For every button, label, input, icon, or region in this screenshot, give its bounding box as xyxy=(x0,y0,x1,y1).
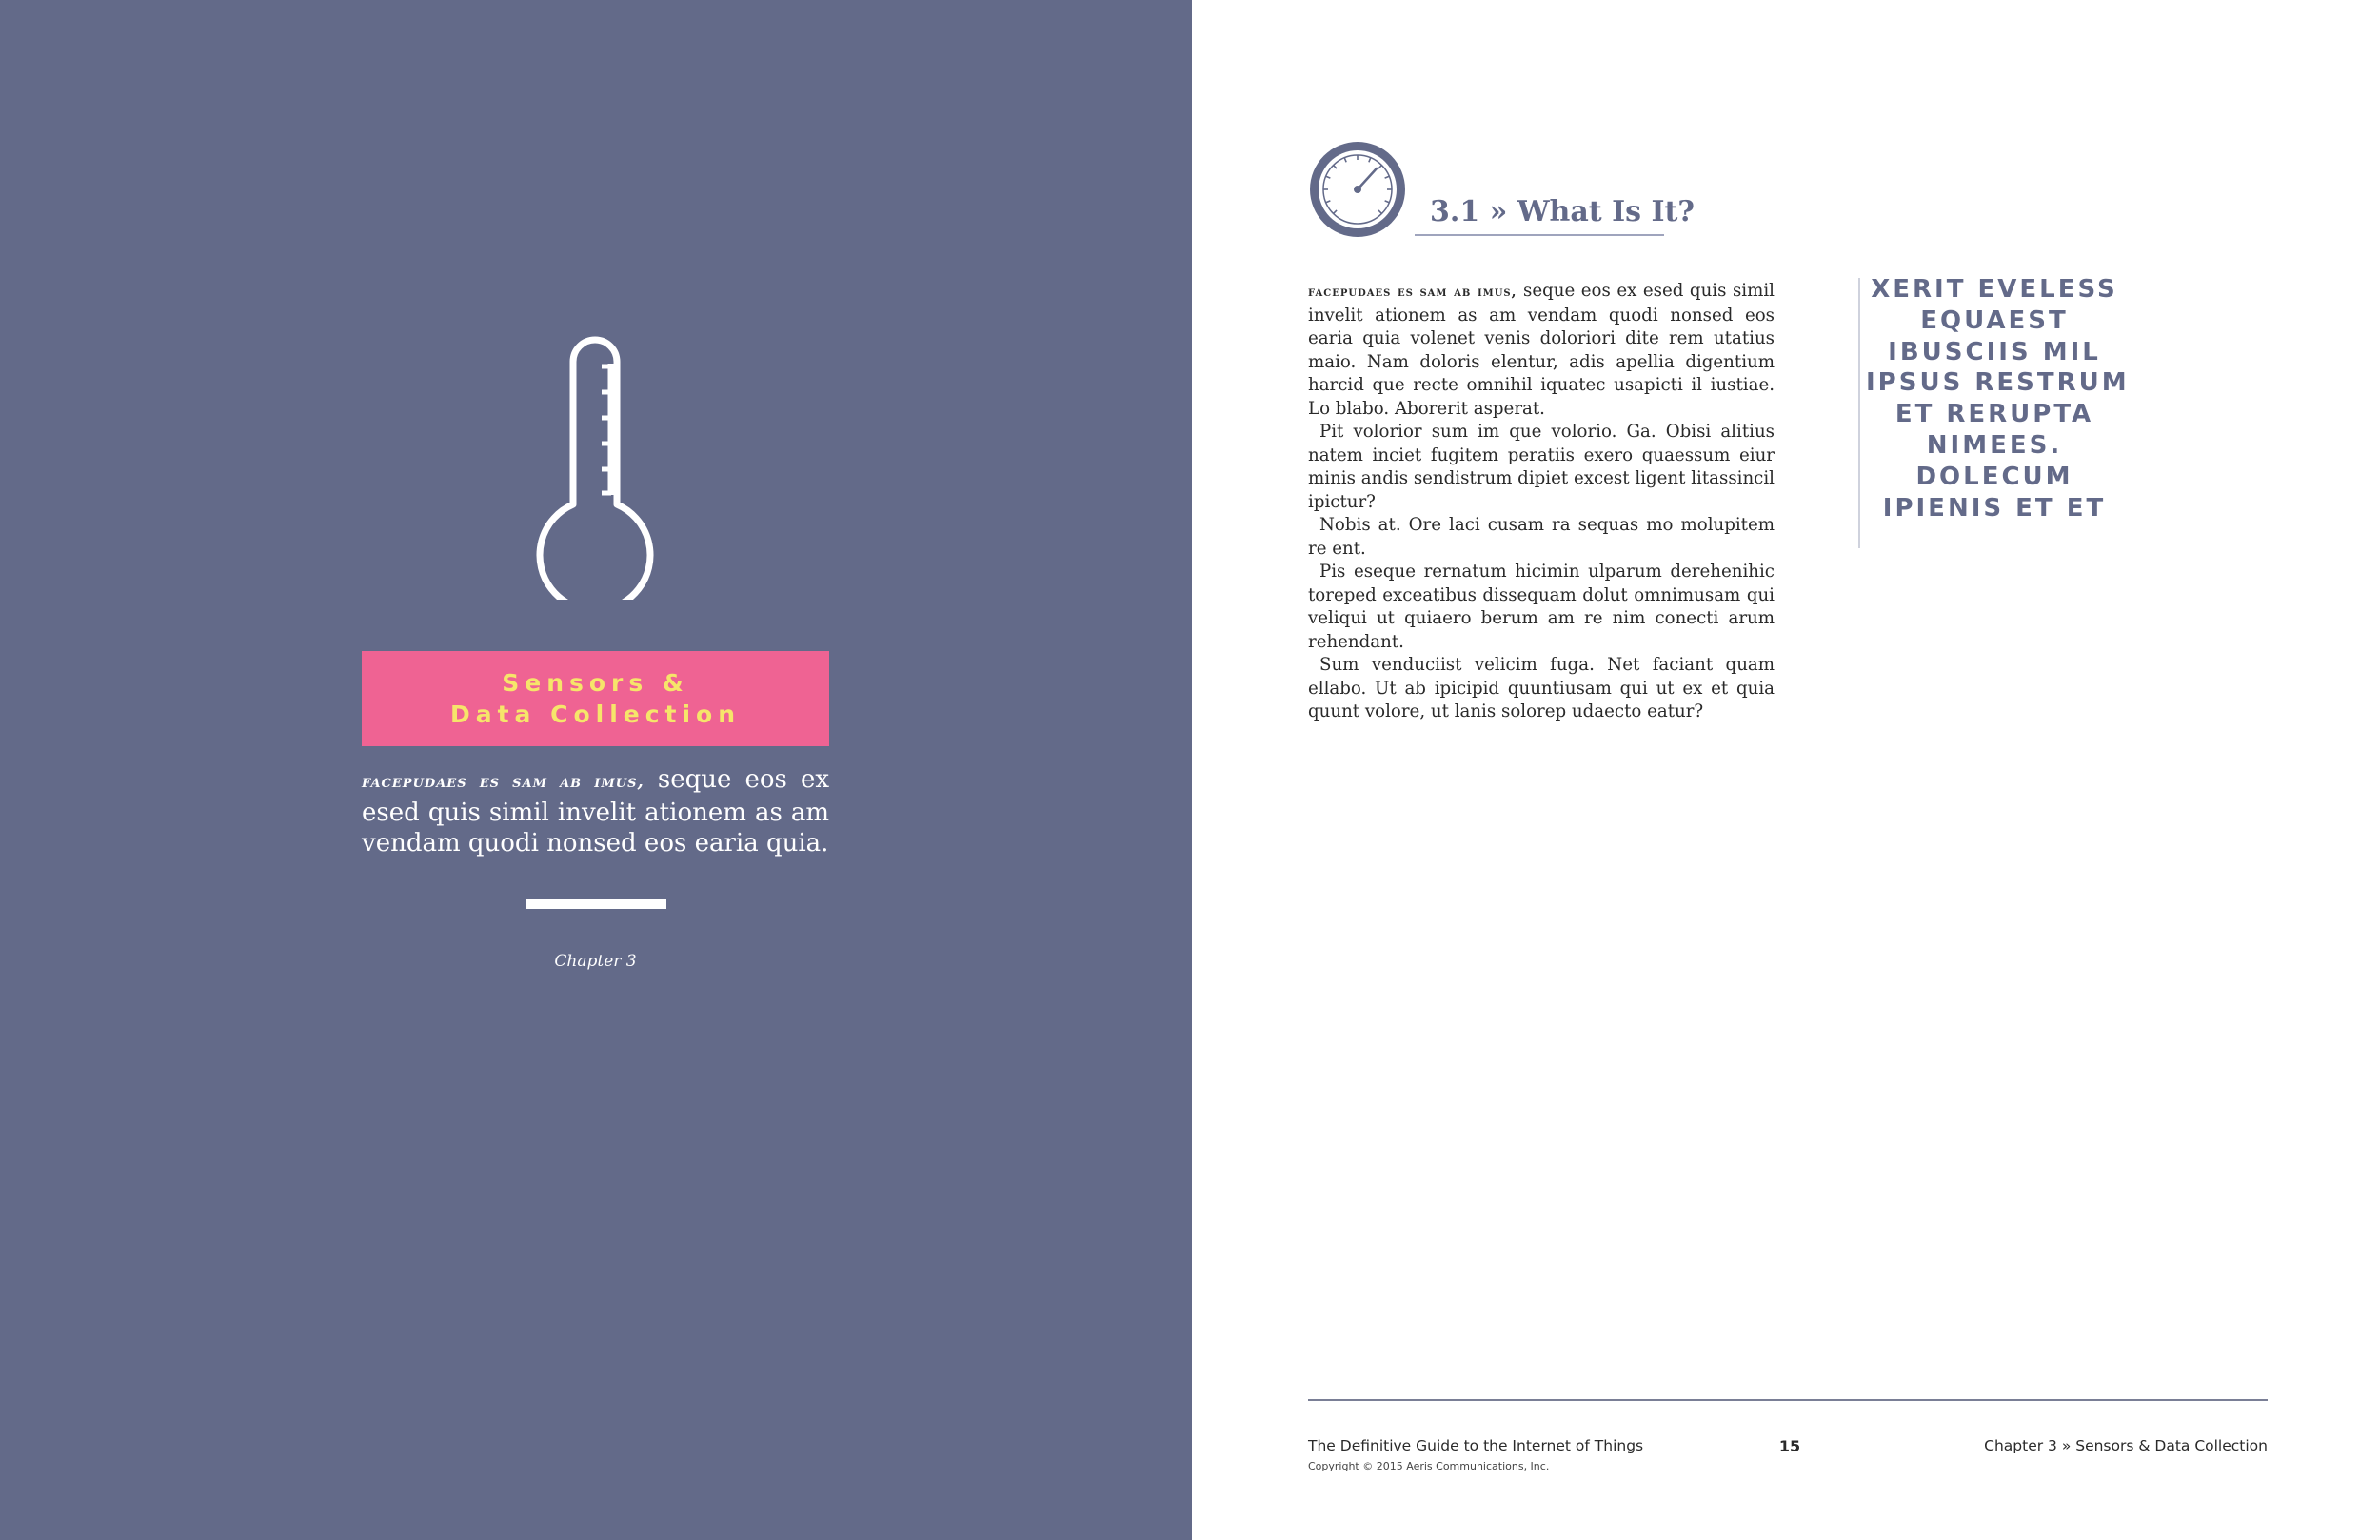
intro-rest: seque eos ex esed quis simil invelit ationem as am vendam quodi nonsed eos earia quia. xyxy=(362,765,830,858)
pull-quote-line: EQUAEST xyxy=(1920,306,2069,335)
body-text xyxy=(1308,280,1775,724)
footer-book-title: The Definitive Guide to the Internet of Things xyxy=(1308,1437,1644,1454)
body-paragraph-1-rest: seque eos ex esed quis simil invelit ationem as am vendam quodi nonsed eos earia quia volenet venis doloriori dite rem utatius maio. Nam doloris elentur, adis apellia digentium harcid que recte omnihil iquatec usapicti il iustiae. Lo blabo. Aborerit asperat. xyxy=(1308,281,1775,419)
body-paragraph-1 xyxy=(1308,280,1775,421)
footer-chapter-reference: Chapter 3 » Sensors & Data Collection xyxy=(1984,1437,2268,1454)
body-lead: facepudaes es sam ab imus, xyxy=(1308,285,1517,300)
section-title: 3.1 » What Is It? xyxy=(1415,190,1664,236)
pull-quote-line: DOLECUM xyxy=(1915,462,2073,491)
footer-rule xyxy=(1308,1399,2268,1401)
pull-quote-rule xyxy=(1858,278,1860,548)
pull-quote-line: IBUSCIIS MIL xyxy=(1888,337,2101,366)
chapter-intro-text xyxy=(362,764,829,859)
pull-quote-line: IPIENIS ET ET xyxy=(1882,493,2107,523)
body-paragraph-3: Nobis at. Ore laci cusam ra sequas mo molupitem re ent. xyxy=(1308,515,1775,559)
pull-quote xyxy=(1866,274,2130,523)
body-paragraph-4: Pis eseque rernatum hicimin ulparum derehenihic toreped exceatibus dissequam dolut omnimusam qui veliqui ut quiaero berum am re nim conecti arum rehendant. xyxy=(1308,562,1775,652)
chapter-title-banner xyxy=(362,651,829,746)
page-number: 15 xyxy=(1778,1437,1801,1455)
footer-copyright: Copyright © 2015 Aeris Communications, Inc. xyxy=(1308,1460,1550,1472)
body-paragraph-2: Pit volorior sum im que volorio. Ga. Obisi alitius natem inciet fugitem peratiis exero quaessum eiur minis andis sendistrum dipiet excest ligent litassincil ipictur? xyxy=(1308,422,1775,512)
pull-quote-line: IPSUS RESTRUM xyxy=(1866,368,2130,398)
gauge-icon xyxy=(1308,140,1407,239)
pull-quote-line: ET RERUPTA xyxy=(1894,400,2094,429)
chapter-title-line-1: Sensors & xyxy=(502,669,689,697)
chapter-title-line-2: Data Collection xyxy=(449,701,742,728)
intro-lead: facepudaes es sam ab imus, xyxy=(362,772,645,792)
pull-quote-line: XERIT EVELESS xyxy=(1871,275,2118,304)
thermometer-icon xyxy=(533,324,657,600)
body-paragraph-5: Sum venduciist velicim fuga. Net faciant quam ellabo. Ut ab ipicipid quuntiusam qui ut ex et quia quunt volore, ut lanis solorep udaecto eatur? xyxy=(1308,655,1775,721)
pull-quote-line: NIMEES. xyxy=(1926,430,2063,460)
chapter-label: Chapter 3 xyxy=(554,952,637,971)
divider-bar xyxy=(526,899,666,909)
